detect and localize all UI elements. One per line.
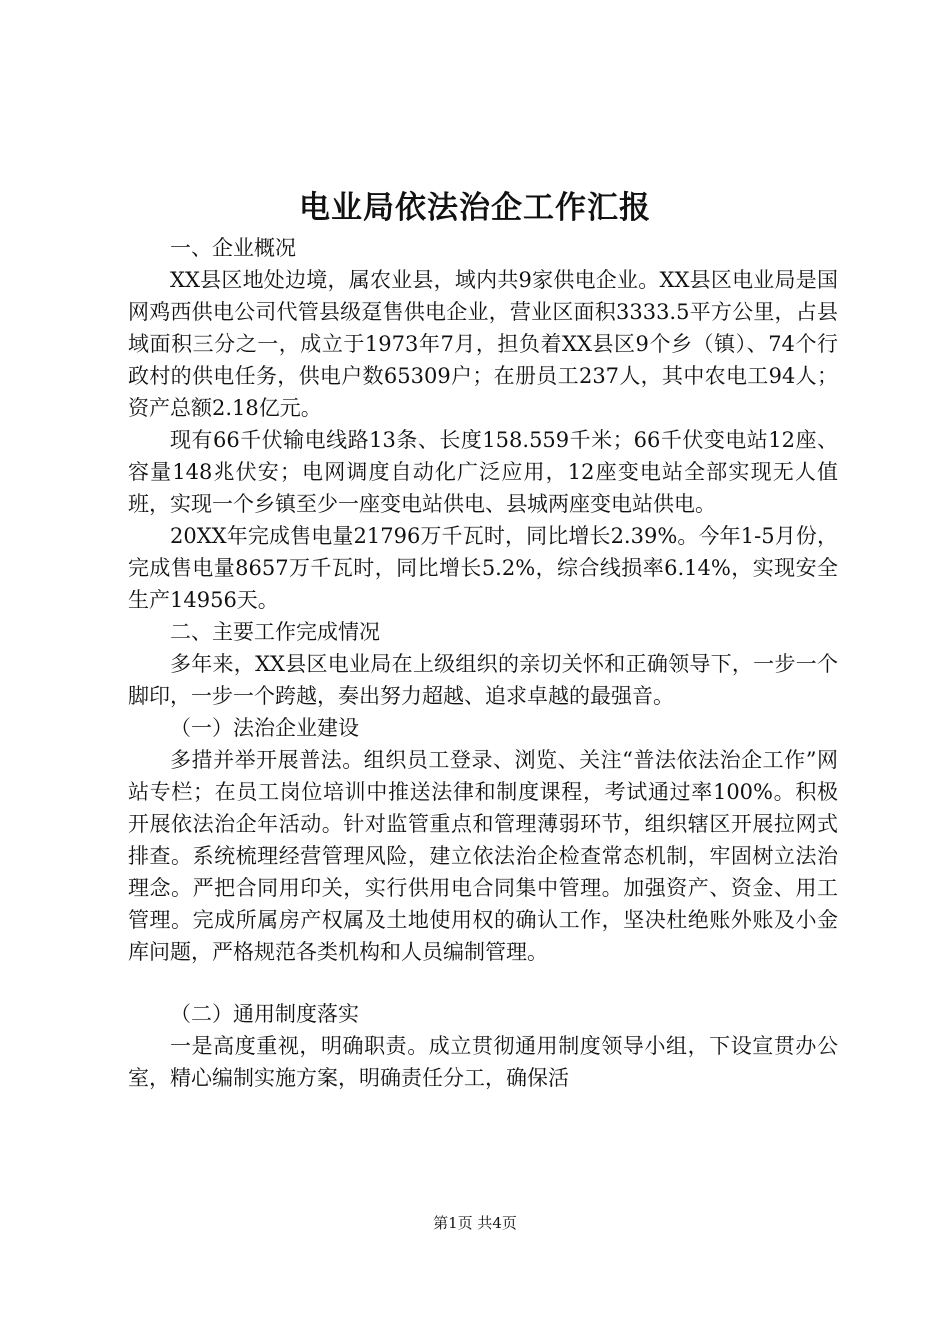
paragraph-system: 一是高度重视，明确职责。成立贯彻通用制度领导小组，下设宣贯办公室，精心编制实施方案，明确责任分工，确保活: [128, 1034, 838, 1090]
section-heading-overview: 一、企业概况: [170, 236, 296, 260]
document-body: [128, 232, 838, 1094]
paragraph-work-intro: 多年来，XX县区电业局在上级组织的亲切关怀和正确领导下，一步一个脚印，一步一个跨越，奏出努力超越、追求卓越的最强音。: [128, 652, 838, 708]
paragraph-spacer: [128, 968, 838, 998]
document-title: 电业局依法治企工作汇报: [299, 190, 651, 226]
paragraph-overview: XX县区地处边境，属农业县，域内共9家供电企业。XX县区电业局是国网鸡西供电公司代管县级趸售供电企业，营业区面积3333.5平方公里，占县域面积三分之一，成立于1973年7月，担负着XX县区9个乡（镇）、74个行政村的供电任务，供电户数65309户；在册员工237人，其中农电工94人；资产总额2.18亿元。: [128, 268, 838, 420]
page-number: 第1页 共4页: [433, 1214, 517, 1232]
paragraph-sales: 20XX年完成售电量21796万千瓦时，同比增长2.39%。今年1-5月份，完成售电量8657万千瓦时，同比增长5.2%，综合线损率6.14%，实现安全生产14956天。: [128, 524, 838, 612]
paragraph-grid-facilities: 现有66千伏输电线路13条、长度158.559千米；66千伏变电站12座、容量148兆伏安；电网调度自动化广泛应用，12座变电站全部实现无人值班，实现一个乡镇至少一座变电站供电、县城两座变电站供电。: [128, 428, 838, 516]
subsection-heading-system: （二）通用制度落实: [170, 1002, 359, 1026]
section-heading-work: 二、主要工作完成情况: [170, 620, 380, 644]
paragraph-legal: 多措并举开展普法。组织员工登录、浏览、关注“普法依法治企工作”网站专栏；在员工岗位培训中推送法律和制度课程，考试通过率100%。积极开展依法治企年活动。针对监管重点和管理薄弱环节，组织辖区开展拉网式排查。系统梳理经营管理风险，建立依法治企检查常态机制，牢固树立法治理念。严把合同用印关，实行供用电合同集中管理。加强资产、资金、用工管理。完成所属房产权属及土地使用权的确认工作，坚决杜绝账外账及小金库问题，严格规范各类机构和人员编制管理。: [128, 748, 838, 964]
subsection-heading-legal: （一）法治企业建设: [170, 716, 359, 740]
